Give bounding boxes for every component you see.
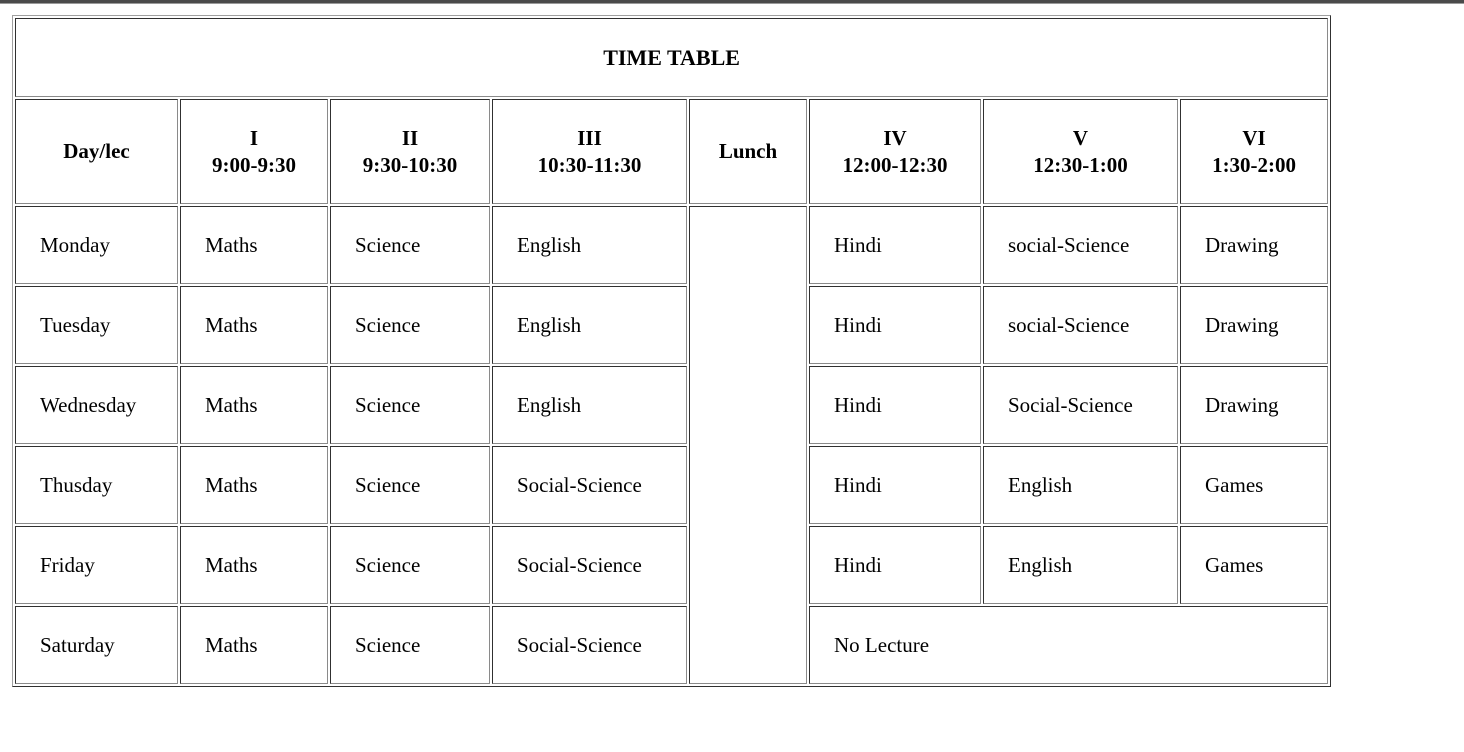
subject-cell: Social-Science xyxy=(492,526,687,604)
subject-cell: Maths xyxy=(180,286,328,364)
header-period-1 xyxy=(180,99,328,204)
period-time: 12:30-1:00 xyxy=(1033,152,1128,177)
subject-cell: Science xyxy=(330,206,490,284)
subject-cell: Science xyxy=(330,526,490,604)
header-period-2 xyxy=(330,99,490,204)
window-top-bar xyxy=(0,0,1464,4)
header-lunch: Lunch xyxy=(689,99,807,204)
subject-cell: Maths xyxy=(180,526,328,604)
day-cell: Saturday xyxy=(15,606,178,684)
subject-cell: Science xyxy=(330,286,490,364)
no-lecture-cell: No Lecture xyxy=(809,606,1328,684)
title-row xyxy=(15,18,1328,97)
period-number: II xyxy=(401,125,419,150)
period-number: V xyxy=(1072,125,1089,150)
subject-cell: English xyxy=(983,526,1178,604)
day-cell: Wednesday xyxy=(15,366,178,444)
period-time: 1:30-2:00 xyxy=(1212,152,1297,177)
subject-cell: English xyxy=(492,286,687,364)
subject-cell: Social-Science xyxy=(492,446,687,524)
header-period-6 xyxy=(1180,99,1328,204)
table-row xyxy=(15,526,1328,604)
header-period-5 xyxy=(983,99,1178,204)
subject-cell: English xyxy=(983,446,1178,524)
period-number: IV xyxy=(883,125,907,150)
timetable xyxy=(12,15,1331,687)
subject-cell: Maths xyxy=(180,606,328,684)
subject-cell: Social-Science xyxy=(492,606,687,684)
day-cell: Tuesday xyxy=(15,286,178,364)
day-cell: Thusday xyxy=(15,446,178,524)
table-row xyxy=(15,206,1328,284)
subject-cell: Hindi xyxy=(809,286,981,364)
subject-cell: Maths xyxy=(180,206,328,284)
subject-cell: Maths xyxy=(180,366,328,444)
period-number: VI xyxy=(1242,125,1266,150)
subject-cell: Science xyxy=(330,446,490,524)
header-period-3 xyxy=(492,99,687,204)
subject-cell: English xyxy=(492,366,687,444)
lunch-cell xyxy=(689,206,807,684)
header-period-4 xyxy=(809,99,981,204)
period-number: III xyxy=(577,125,602,150)
header-row xyxy=(15,99,1328,204)
table-row xyxy=(15,446,1328,524)
subject-cell: Hindi xyxy=(809,446,981,524)
table-row xyxy=(15,606,1328,684)
table-row xyxy=(15,286,1328,364)
period-time: 10:30-11:30 xyxy=(537,152,642,177)
subject-cell: Drawing xyxy=(1180,286,1328,364)
subject-cell: English xyxy=(492,206,687,284)
table-row xyxy=(15,366,1328,444)
subject-cell: Hindi xyxy=(809,206,981,284)
subject-cell: Science xyxy=(330,366,490,444)
day-cell: Friday xyxy=(15,526,178,604)
subject-cell: Social-Science xyxy=(983,366,1178,444)
subject-cell: Hindi xyxy=(809,526,981,604)
subject-cell: Games xyxy=(1180,526,1328,604)
subject-cell: Drawing xyxy=(1180,206,1328,284)
day-cell: Monday xyxy=(15,206,178,284)
period-time: 9:30-10:30 xyxy=(362,152,458,177)
table-title: TIME TABLE xyxy=(15,18,1328,97)
subject-cell: Maths xyxy=(180,446,328,524)
period-number: I xyxy=(249,125,259,150)
period-time: 12:00-12:30 xyxy=(842,152,948,177)
subject-cell: Drawing xyxy=(1180,366,1328,444)
period-time: 9:00-9:30 xyxy=(212,152,296,177)
subject-cell: social-Science xyxy=(983,286,1178,364)
subject-cell: social-Science xyxy=(983,206,1178,284)
subject-cell: Games xyxy=(1180,446,1328,524)
header-day-lec: Day/lec xyxy=(15,99,178,204)
subject-cell: Science xyxy=(330,606,490,684)
subject-cell: Hindi xyxy=(809,366,981,444)
